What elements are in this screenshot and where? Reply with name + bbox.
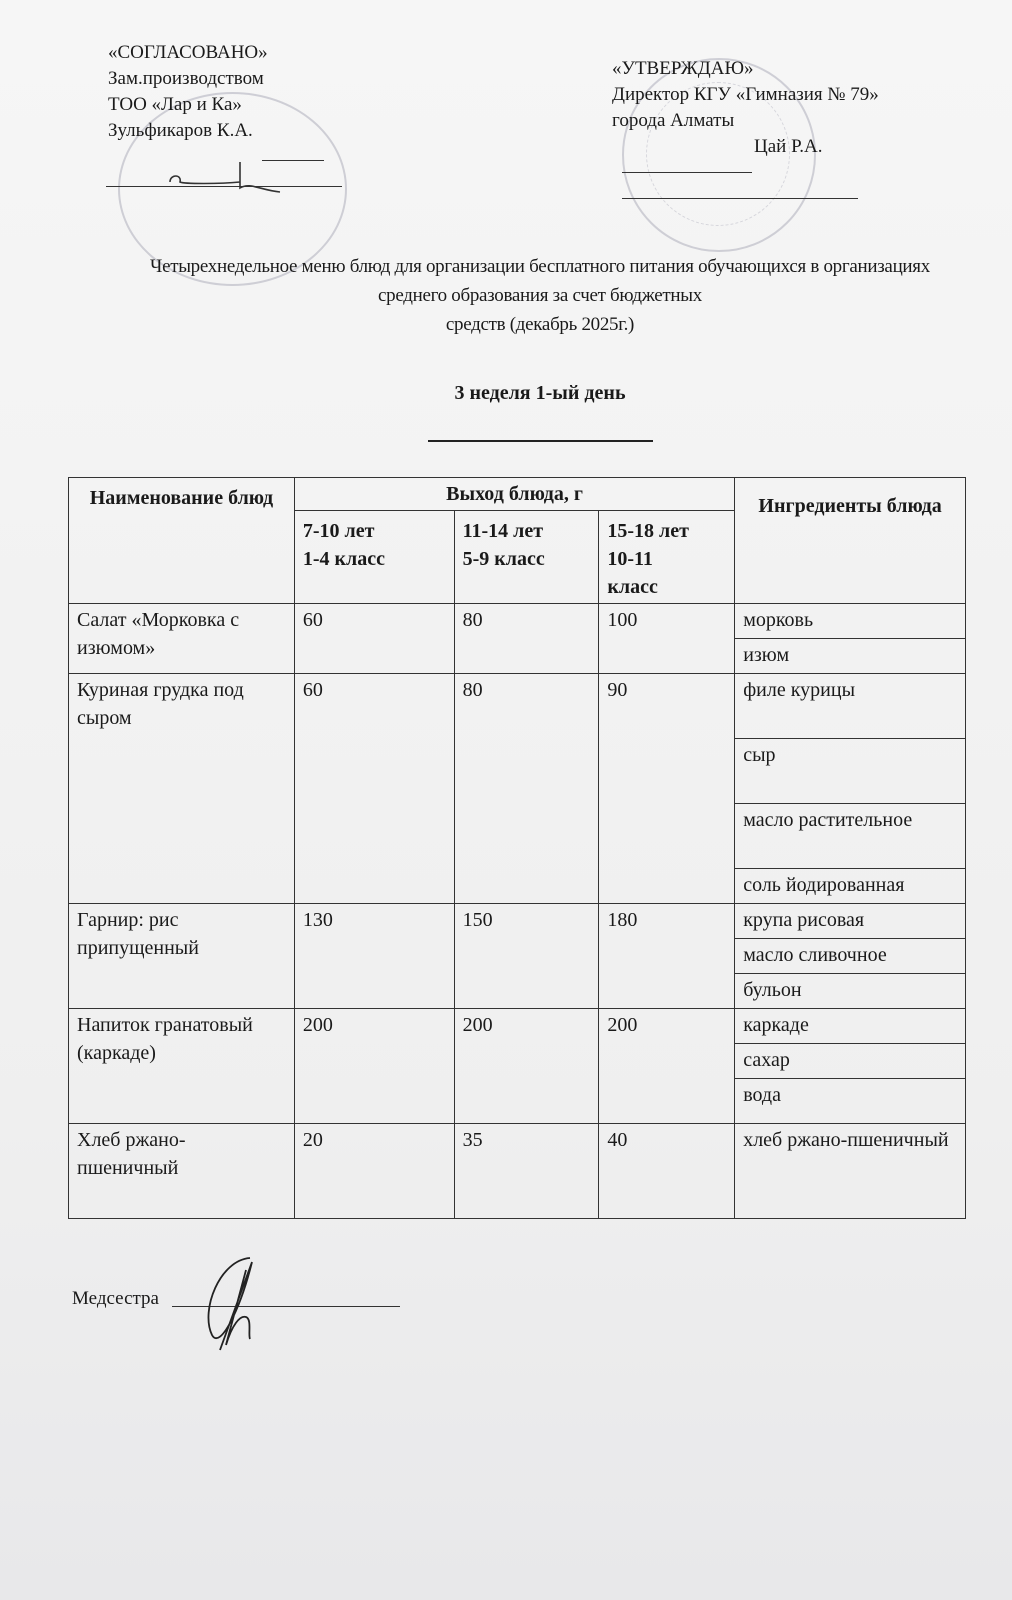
age-range: 11-14 лет (462, 520, 544, 542)
table-row (69, 674, 966, 904)
grade-range: 10-11 (607, 548, 653, 570)
yield-15-18: 180 (599, 904, 735, 1009)
ingredient-item: морковь (735, 604, 965, 639)
yield-15-18: 90 (599, 674, 735, 904)
approval-right-city: города Алматы (612, 110, 735, 131)
yield-11-14: 35 (454, 1124, 599, 1219)
grade-range: 1-4 класс (302, 548, 385, 570)
ingredients-cell (735, 904, 966, 1009)
yield-11-14: 80 (454, 604, 599, 674)
ingredient-item: соль йодированная (743, 874, 905, 896)
ingredient-item: филе курицы (735, 674, 965, 739)
approval-left-company: ТОО «Лар и Ка» (108, 94, 242, 115)
ingredient-item: хлеб ржано-пшеничный (743, 1129, 949, 1151)
grade-range-suffix: класс (607, 576, 658, 598)
yield-7-10: 60 (294, 674, 454, 904)
ingredient-item: изюм (743, 644, 790, 666)
ingredient-item: бульон (743, 979, 802, 1001)
dish-name: Салат «Морковка с изюмом» (69, 604, 295, 674)
age-range: 7-10 лет (302, 520, 375, 542)
ingredient-item: масло растительное (735, 804, 965, 869)
yield-15-18: 100 (599, 604, 735, 674)
subtitle-underline (428, 440, 653, 442)
yield-7-10: 130 (294, 904, 454, 1009)
table-row (69, 1009, 966, 1124)
table-row (69, 1124, 966, 1219)
approval-right-position: Директор КГУ «Гимназия № 79» (612, 84, 879, 105)
yield-11-14: 80 (454, 674, 599, 904)
header-dish: Наименование блюд (69, 478, 295, 604)
age-range: 15-18 лет (607, 520, 689, 542)
approval-left-heading: «СОГЛАСОВАНО» (108, 42, 268, 63)
approval-right-name: Цай Р.А. (754, 136, 823, 157)
table-row (69, 904, 966, 1009)
ingredients-cell (735, 1009, 966, 1124)
approval-right-sign-line-1 (622, 172, 752, 173)
title-line-2: среднего образования за счет бюджетных (378, 285, 702, 306)
yield-7-10: 20 (294, 1124, 454, 1219)
dish-name: Хлеб ржано-пшеничный (69, 1124, 295, 1219)
week-day-subtitle: 3 неделя 1-ый день (454, 382, 626, 404)
dish-name: Гарнир: рис припущенный (69, 904, 295, 1009)
yield-11-14: 150 (454, 904, 599, 1009)
ingredients-cell (735, 674, 966, 904)
ingredient-item: сахар (735, 1044, 965, 1079)
yield-15-18: 40 (599, 1124, 735, 1219)
table-row (69, 604, 966, 674)
approval-left (108, 40, 268, 144)
approval-right-heading: «УТВЕРЖДАЮ» (612, 58, 754, 79)
menu-table (68, 477, 966, 1219)
yield-7-10: 60 (294, 604, 454, 674)
title-line-1: Четырехнедельное меню блюд для организации бесплатного питания обучающихся в организациях (150, 256, 930, 277)
dish-name: Куриная грудка под сыром (69, 674, 295, 904)
header-ingredients: Ингредиенты блюда (735, 478, 966, 604)
yield-11-14: 200 (454, 1009, 599, 1124)
header-age-7-10 (294, 511, 454, 604)
title-line-3: средств (декабрь 2025г.) (445, 314, 635, 335)
document-title (90, 252, 990, 339)
nurse-signature-icon (190, 1250, 280, 1360)
left-signature-icon (160, 160, 300, 200)
header-yield: Выход блюда, г (294, 478, 734, 511)
ingredients-cell (735, 1124, 966, 1219)
approval-right-sign-line-2 (622, 198, 858, 199)
ingredient-item: каркаде (735, 1009, 965, 1044)
ingredient-item: вода (743, 1084, 781, 1106)
approval-right (612, 56, 879, 160)
table-header-row (69, 478, 966, 511)
approval-left-position: Зам.производством (108, 68, 264, 89)
header-age-15-18 (599, 511, 735, 604)
ingredients-cell (735, 604, 966, 674)
approval-left-name: Зульфикаров К.А. (108, 120, 253, 141)
dish-name: Напиток гранатовый (каркаде) (69, 1009, 295, 1124)
ingredient-item: крупа рисовая (735, 904, 965, 939)
ingredient-item: масло сливочное (735, 939, 965, 974)
nurse-label: Медсестра (72, 1288, 159, 1309)
header-age-11-14 (454, 511, 599, 604)
grade-range: 5-9 класс (462, 548, 545, 570)
yield-7-10: 200 (294, 1009, 454, 1124)
yield-15-18: 200 (599, 1009, 735, 1124)
ingredient-item: сыр (735, 739, 965, 804)
